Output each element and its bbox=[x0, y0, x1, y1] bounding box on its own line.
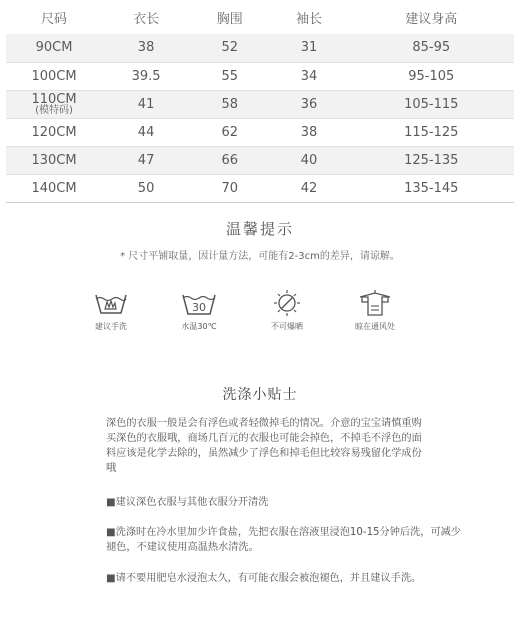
size-cell bbox=[6, 90, 102, 118]
size-table bbox=[6, 0, 514, 203]
care-item-hand-wash bbox=[66, 289, 156, 332]
wash-tip: ■请不要用肥皂水浸泡太久，有可能衣服会被泡褪色，并且建议手洗。 bbox=[106, 573, 422, 584]
height-cell: 85-95 bbox=[349, 34, 514, 62]
height-cell: 105-115 bbox=[349, 90, 514, 118]
care-label: 水温30℃ bbox=[181, 322, 217, 331]
chest-cell: 62 bbox=[190, 118, 269, 146]
size-cell: 90CM bbox=[6, 34, 102, 62]
length-cell: 39.5 bbox=[102, 62, 190, 90]
chest-cell: 66 bbox=[190, 146, 269, 174]
care-item-ventilated-dry bbox=[330, 289, 420, 332]
tips-note: * 尺寸平铺取量，因计量方法，可能有2-3cm的差异，请谅解。 bbox=[120, 251, 400, 262]
table-row bbox=[6, 90, 514, 118]
water-temp-badge: 30 bbox=[192, 301, 206, 314]
wash-tip: ■洗涤时在冷水里加少许食盐，先把衣服在溶液里浸泡10-15分钟后洗，可减少褪色，不建议使用高温热水清洗。 bbox=[106, 527, 462, 553]
size-table-header bbox=[6, 0, 514, 34]
chest-cell: 55 bbox=[190, 62, 269, 90]
sleeve-cell: 36 bbox=[269, 90, 348, 118]
table-row bbox=[6, 146, 514, 174]
size-sub: (模特码) bbox=[35, 104, 73, 116]
size-cell: 140CM bbox=[6, 174, 102, 202]
header-sleeve: 袖长 bbox=[295, 11, 322, 27]
chest-cell: 58 bbox=[190, 90, 269, 118]
height-cell: 115-125 bbox=[349, 118, 514, 146]
length-cell: 50 bbox=[102, 174, 190, 202]
size-cell: 130CM bbox=[6, 146, 102, 174]
chest-cell: 52 bbox=[190, 34, 269, 62]
wash-tip: ■建议深色衣服与其他衣服分开清洗 bbox=[106, 497, 269, 508]
care-item-no-sun bbox=[242, 289, 332, 332]
sleeve-cell: 31 bbox=[269, 34, 348, 62]
size-main: 110CM bbox=[31, 91, 77, 107]
sleeve-cell: 40 bbox=[269, 146, 348, 174]
water-temp-icon bbox=[181, 289, 217, 317]
length-cell: 47 bbox=[102, 146, 190, 174]
table-row bbox=[6, 62, 514, 90]
chest-cell: 70 bbox=[190, 174, 269, 202]
size-cell: 100CM bbox=[6, 62, 102, 90]
care-item-water-temp bbox=[154, 289, 244, 332]
table-row bbox=[6, 34, 514, 62]
height-cell: 95-105 bbox=[349, 62, 514, 90]
table-row bbox=[6, 174, 514, 202]
header-height: 建议身高 bbox=[405, 11, 458, 27]
wash-intro: 深色的衣服一般是会有浮色或者轻微掉毛的情况。介意的宝宝请慎重购买深色的衣服哦，商场几百元的衣服也可能会掉色，不掉毛不浮色的面料应该是化学去除的，虽然减少了浮色和掉毛但比较容易残留化学成份哦 bbox=[106, 418, 422, 474]
care-label: 建议手洗 bbox=[95, 322, 127, 331]
tips-title: 温馨提示 bbox=[225, 220, 294, 238]
wash-title: 洗涤小贴士 bbox=[222, 387, 298, 403]
size-cell: 120CM bbox=[6, 118, 102, 146]
care-icons-row bbox=[78, 289, 442, 341]
length-cell: 38 bbox=[102, 34, 190, 62]
ventilated-dry-icon bbox=[358, 289, 392, 317]
height-cell: 135-145 bbox=[349, 174, 514, 202]
table-row bbox=[6, 118, 514, 146]
length-cell: 44 bbox=[102, 118, 190, 146]
length-cell: 41 bbox=[102, 90, 190, 118]
sleeve-cell: 34 bbox=[269, 62, 348, 90]
header-chest: 胸围 bbox=[216, 11, 243, 27]
header-size: 尺码 bbox=[40, 11, 67, 27]
hand-wash-icon bbox=[94, 289, 128, 317]
sleeve-cell: 38 bbox=[269, 118, 348, 146]
height-cell: 125-135 bbox=[349, 146, 514, 174]
care-label: 不可爆晒 bbox=[271, 322, 303, 331]
header-length: 衣长 bbox=[133, 11, 160, 27]
care-label: 晾在通风处 bbox=[355, 322, 395, 331]
no-sun-icon bbox=[272, 289, 302, 317]
sleeve-cell: 42 bbox=[269, 174, 348, 202]
